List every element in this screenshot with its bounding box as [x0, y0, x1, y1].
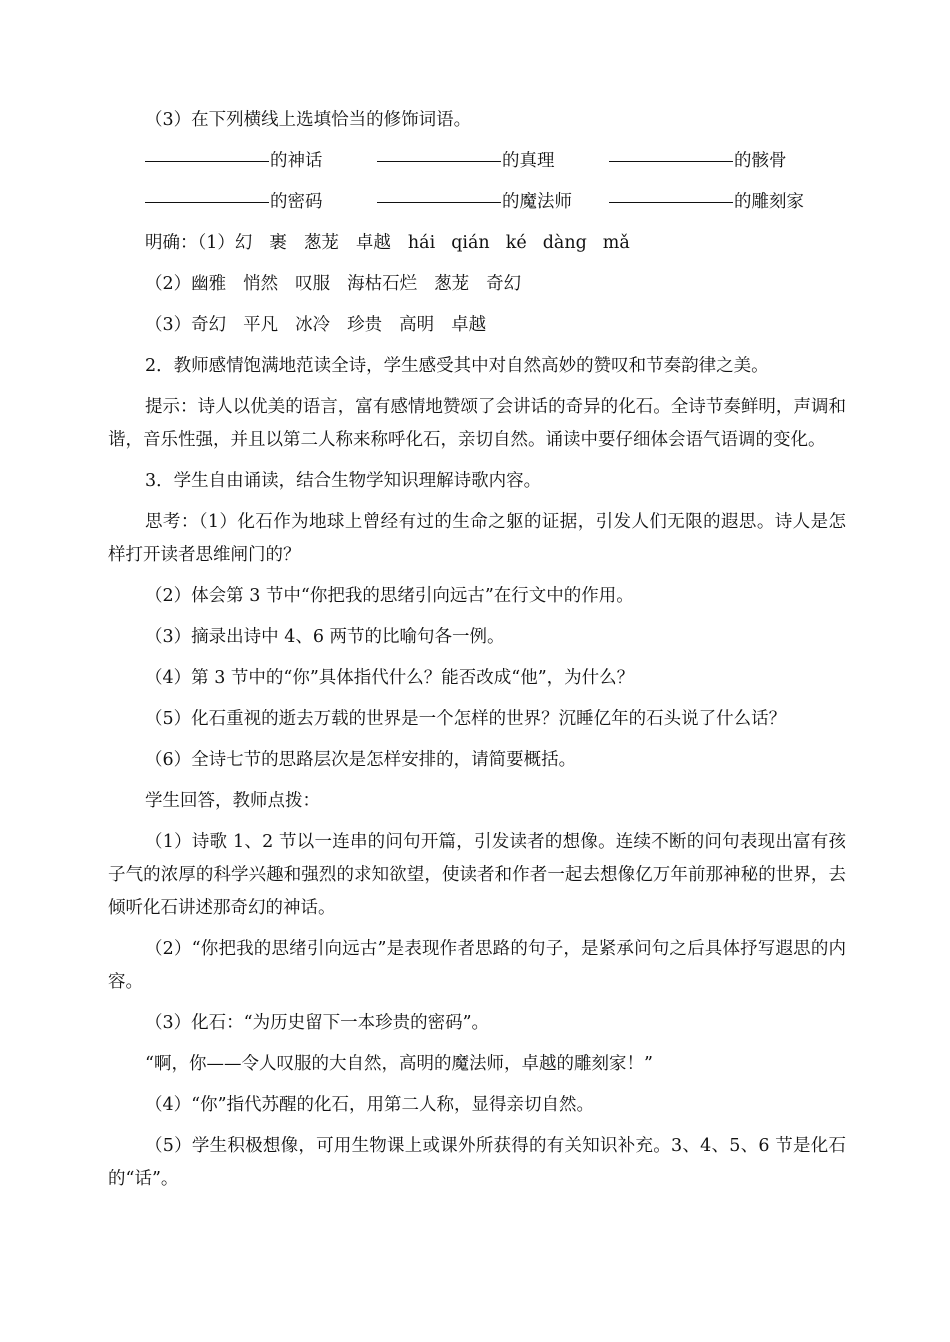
paragraph-answer-1: （1）诗歌 1、2 节以一连串的问句开篇，引发读者的想像。连续不断的问句表现出富有孩子气的浓厚的科学兴趣和强烈的求知欲望，使读者和作者一起去想像亿万年前那神秘的世界，去倾听化石讲述那奇幻的神话。	[108, 832, 846, 918]
answer-1: 明确：（1）幻 裹 葱茏 卓越 hái qián ké dàng mǎ	[145, 233, 630, 253]
paragraph-free-reading: 3．学生自由诵读，结合生物学知识理解诗歌内容。	[145, 471, 542, 491]
fill-label: 的密码	[270, 192, 323, 212]
paragraph-think-6: （6）全诗七节的思路层次是怎样安排的，请简要概括。	[145, 750, 577, 770]
paragraph-think-3: （3）摘录出诗中 4、6 两节的比喻句各一例。	[145, 627, 505, 647]
fill-label: 的神话	[270, 151, 323, 171]
fill-label: 的雕刻家	[734, 192, 804, 212]
paragraph-answer-3: （3）化石：“为历史留下一本珍贵的密码”。	[145, 1013, 490, 1033]
fill-label: 的魔法师	[502, 192, 572, 212]
answer-pinyin: qián	[451, 233, 490, 253]
answer-word: 葱茏	[303, 233, 339, 253]
answer-pinyin: hái	[407, 233, 436, 253]
paragraph-hint: 提示：诗人以优美的语言，富有感情地赞颂了会讲话的奇异的化石。全诗节奏鲜明，声调和谐，音乐性强，并且以第二人称来称呼化石，亲切自然。诵读中要仔细体会语气语调的变化。	[108, 397, 846, 450]
answer-2: （2）幽雅 悄然 叹服 海枯石烂 葱茏 奇幻	[145, 274, 522, 294]
blank-line[interactable]	[145, 160, 269, 162]
paragraph-quote: “啊，你——令人叹服的大自然，高明的魔法师，卓越的雕刻家！”	[145, 1054, 653, 1074]
paragraph-model-reading: 2．教师感情饱满地范读全诗，学生感受其中对自然高妙的赞叹和节奏韵律之美。	[145, 356, 769, 376]
answer-pinyin: ké	[505, 233, 527, 253]
blank-line[interactable]	[145, 201, 269, 203]
fill-label: 的骸骨	[734, 151, 787, 171]
fill-row-1	[145, 145, 846, 178]
paragraph-think-4: （4）第 3 节中的“你”具体指代什么？能否改成“他”，为什么？	[145, 668, 635, 688]
answer-word: 卓越	[355, 233, 391, 253]
paragraph-think-1: 思考：（1）化石作为地球上曾经有过的生命之躯的证据，引发人们无限的遐思。诗人是怎样打开读者思维闸门的？	[108, 512, 846, 565]
blank-line[interactable]	[377, 201, 501, 203]
answer-word: 幻	[234, 233, 253, 253]
fill-label: 的真理	[502, 151, 555, 171]
answer-word: 裹	[269, 233, 287, 253]
blank-line[interactable]	[609, 201, 733, 203]
fill-row-2	[145, 186, 846, 219]
blank-line[interactable]	[609, 160, 733, 162]
answer-3: （3）奇幻 平凡 冰冷 珍贵 高明 卓越	[145, 315, 487, 335]
paragraph-answer-4: （4）“你”指代苏醒的化石，用第二人称，显得亲切自然。	[145, 1095, 595, 1115]
question-3-intro: （3）在下列横线上选填恰当的修饰词语。	[145, 110, 472, 130]
paragraph-student-answer: 学生回答，教师点拨：	[145, 791, 320, 811]
answer-pinyin: mǎ	[602, 233, 630, 253]
paragraph-answer-2: （2）“你把我的思绪引向远古”是表现作者思路的句子，是紧承问句之后具体抒写遐思的内容。	[108, 939, 846, 992]
paragraph-think-5: （5）化石重视的逝去万载的世界是一个怎样的世界？沉睡亿年的石头说了什么话？	[145, 709, 787, 729]
document-page	[108, 104, 846, 1204]
answer-pinyin: dàng	[542, 233, 587, 253]
paragraph-answer-5: （5）学生积极想像，可用生物课上或课外所获得的有关知识补充。3、4、5、6 节是化石的“话”。	[108, 1136, 846, 1189]
paragraph-think-2: （2）体会第 3 节中“你把我的思绪引向远古”在行文中的作用。	[145, 586, 634, 606]
blank-line[interactable]	[377, 160, 501, 162]
